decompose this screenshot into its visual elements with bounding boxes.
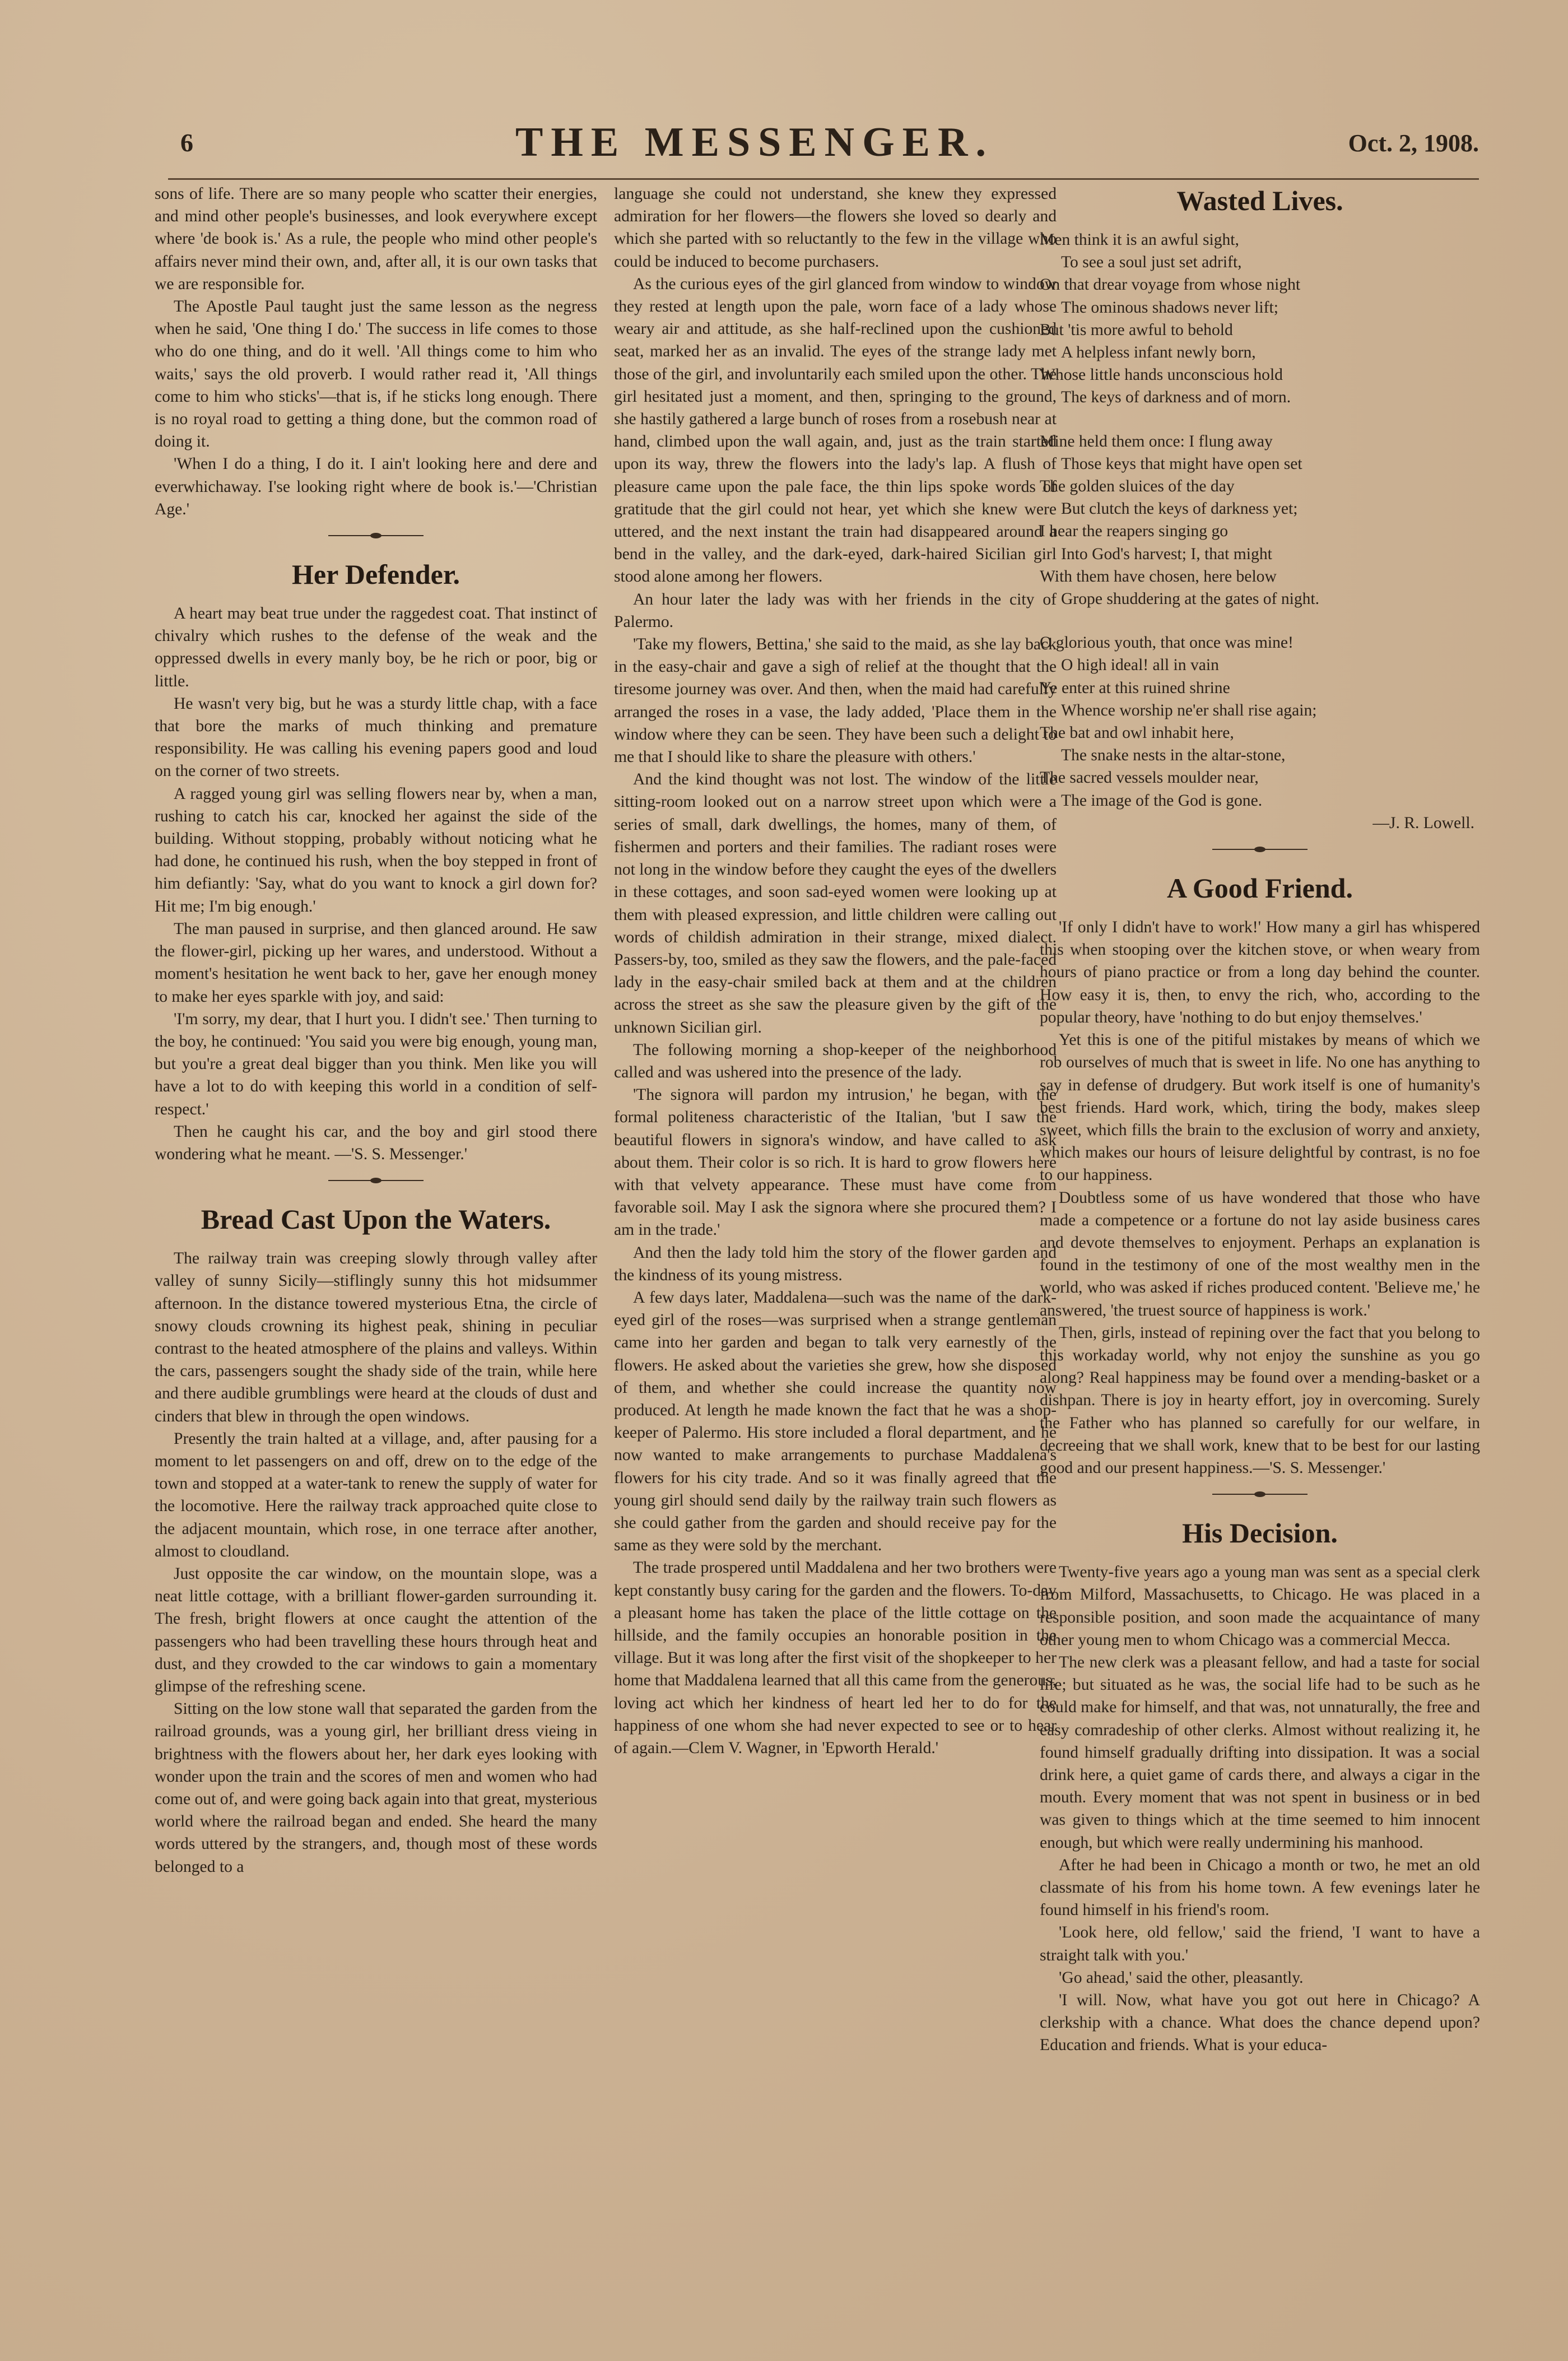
poem-line: I hear the reapers singing go <box>1040 522 1229 541</box>
poem-line: The snake nests in the altar-stone, <box>1061 746 1286 765</box>
article-paragraph: A few days later, Maddalena—such was the name of the dark-eyed girl of the roses—was surprised when a strange gentleman came into her garden and began to talk very earnestly of the flowers. He asked about the varieties she grew, how she disposed of them, and whether she could increase the quantity now produced. At length he made known the fact that he was a shop-keeper of Palermo. His store included a floral department, and he now wanted to make arrangements to purchase Maddalena's flowers for his city trade. And so it was finally agreed that the young girl should send daily by the railway train such flowers as she could gather from the garden and should receive pay for the same as they were sold by the merchant. <box>614 1288 1057 1555</box>
article-paragraph: Presently the train halted at a village, and, after pausing for a moment to let passengers on and off, drew on to the edge of the town and stopped at a water-tank to renew the supply of water for the locomotive. Here the railway track approached quite close to the adjacent mountain, which rose, in one terrace after another, almost to cloudland. <box>155 1429 597 1560</box>
article-paragraph: The trade prospered until Maddalena and her two brothers were kept constantly busy caring for the garden and the flowers. To-day a pleasant home has taken the place of the little cottage on the hillside, and the family occupies an honorable position in the village. But it was long after the first visit of the shopkeeper to her home that Maddalena learned that all this came from the generous, loving act which her kindness of heart led her to do for the happiness of one whom she had never expected to see or to hear of again.—Clem V. Wagner, in 'Epworth Herald.' <box>614 1559 1057 1758</box>
article-paragraph: 'I will. Now, what have you got out here in Chicago? A clerkship with a chance. What does the chance depend upon? Education and friends. What is your educa- <box>1040 1991 1480 2055</box>
article-paragraph: A heart may beat true under the raggedest coat. That instinct of chivalry which rushes to the defense of the weak and the oppressed dwells in every manly boy, be he rich or poor, big or little. <box>155 605 597 690</box>
poem-line: The sacred vessels moulder near, <box>1040 769 1259 787</box>
page-number: 6 <box>180 128 193 157</box>
poem-line: Ye enter at this ruined shrine <box>1040 678 1230 697</box>
article-paragraph: 'Take my flowers, Bettina,' she said to the maid, as she lay back in the easy-chair and gave a sigh of relief at the thought that the tiresome journey was over. And then, when the maid had carefully arranged the roses in a vase, the lady added, 'Place them in the window where they can be seen. They have been such a delight to me that I should like to share the pleasure with others.' <box>614 635 1057 766</box>
article-title-bread-cast: Bread Cast Upon the Waters. <box>201 1203 551 1235</box>
article-title-good-friend: A Good Friend. <box>1167 872 1353 904</box>
article-paragraph: After he had been in Chicago a month or two, he met an old classmate of his from his home town. A few evenings later he found himself in his friend's room. <box>1040 1856 1480 1920</box>
poem-line: On that drear voyage from whose night <box>1040 276 1301 294</box>
poem-line: The image of the God is gone. <box>1061 791 1263 810</box>
poem-line: Into God's harvest; I, that might <box>1061 545 1272 563</box>
poem-line: The golden sluices of the day <box>1040 477 1235 496</box>
section-divider <box>328 1177 424 1184</box>
article-paragraph: The new clerk was a pleasant fellow, and had a taste for social life; but situated as he was, the social life had to be such as he could make for himself, and that was, not unnaturally, the free and easy comradeship of other clerks. Almost without realizing it, he found himself gradually drifting into dissipation. It was a social drink here, a quiet game of cards there, and always a cigar in the mouth. Every moment that was not spent in business or in bed was given to things which at the time seemed to him innocent enough, but which were really undermining his manhood. <box>1040 1653 1480 1852</box>
poem-stanza <box>1040 631 1480 834</box>
article-paragraph: sons of life. There are so many people who scatter their energies, and mind other people's businesses, and look everywhere except where 'de book is.' As a rule, the people who mind other people's affairs never mind their own, and, after all, it is our own tasks that we are responsible for. <box>155 185 597 293</box>
article-paragraph: 'When I do a thing, I do it. I ain't looking here and dere and everwhichaway. I'se looking right where de book is.'—'Christian Age.' <box>155 455 597 518</box>
poem-line: With them have chosen, here below <box>1040 567 1277 585</box>
page-header <box>168 119 1479 173</box>
section-divider <box>328 532 424 540</box>
article-paragraph: He wasn't very big, but he was a sturdy little chap, with a face that bore the marks of much thinking and premature responsibility. He was calling his evening papers good and loud on the corner of two streets. <box>155 694 597 780</box>
masthead-title: THE MESSENGER. <box>515 119 994 165</box>
column-3 <box>1040 183 1480 2334</box>
article-paragraph: And the kind thought was not lost. The window of the little sitting-room looked out on a narrow street upon which were a series of small, dark dwellings, the homes, many of them, of fishermen and porters and their families. The radiant roses were not long in the window before they caught the eyes of the dwellers in these cottages, and soon sad-eyed women were looking up at them with pleased expression, and little children were calling out words of childish admiration in their strange, mixed dialect. Passers-by, too, smiled as they saw the flowers, and the pale-faced lady in the easy-chair smiled back at them and at the children across the street as she saw the pleasure given by the gift of the unknown Sicilian girl. <box>614 770 1057 1037</box>
article-paragraph: Then, girls, instead of repining over the fact that you belong to this workaday world, why not enjoy the sunshine as you go along? Real happiness may be found over a mending-basket or a dishpan. There is joy in hearty effort, joy in overcoming. Surely the Father who has planned so carefully for our welfare, in decreeing that we shall work, knew that to be best for our lasting good and our present happiness.—'S. S. Messenger.' <box>1040 1323 1480 1477</box>
poem-line: The keys of darkness and of morn. <box>1061 388 1291 407</box>
article-paragraph: 'Look here, old fellow,' said the friend, 'I want to have a straight talk with you.' <box>1040 1923 1480 1964</box>
article-paragraph: Just opposite the car window, on the mountain slope, was a neat little cottage, with a brilliant flower-garden surrounding it. The fresh, bright flowers at once caught the attention of the passengers who had been travelling these hours through heat and dust, and they crowded to the car windows to gain a momentary glimpse of the refreshing scene. <box>155 1564 597 1695</box>
column-1 <box>155 183 597 2334</box>
poem-line: To see a soul just set adrift, <box>1061 253 1242 272</box>
poem <box>1040 229 1480 834</box>
article-paragraph: Then he caught his car, and the boy and girl stood there wondering what he meant. —'S. S. Messenger.' <box>155 1122 597 1163</box>
poem-line: Grope shuddering at the gates of night. <box>1061 590 1320 608</box>
article-paragraph: 'I'm sorry, my dear, that I hurt you. I didn't see.' Then turning to the boy, he continued: 'You said you were big enough, young man, but you're a great deal bigger than you think. Men like you will have a lot to do with keeping this world in a condition of self-respect.' <box>155 1010 597 1118</box>
article-paragraph: 'If only I didn't have to work!' How many a girl has whispered this when stooping over the kitchen stove, or when weary from hours of piano practice or from a long day behind the counter. How easy it is, then, to envy the rich, who, according to the popular theory, have 'nothing to do but enjoy themselves.' <box>1040 918 1480 1026</box>
poem-line: The bat and owl inhabit here, <box>1040 724 1234 742</box>
header-rule <box>168 178 1479 180</box>
article-paragraph: And then the lady told him the story of the flower garden and the kindness of its young mistress. <box>614 1243 1057 1284</box>
poem-stanza <box>1040 430 1480 611</box>
article-title-wasted-lives: Wasted Lives. <box>1176 185 1343 216</box>
section-divider <box>1212 845 1308 853</box>
poem-line: The ominous shadows never lift; <box>1061 298 1278 317</box>
poem-line: But 'tis more awful to behold <box>1040 320 1233 339</box>
article-paragraph: 'Go ahead,' said the other, pleasantly. <box>1059 1968 1304 1987</box>
poem-line: Whence worship ne'er shall rise again; <box>1061 701 1317 719</box>
poem-attribution: —J. R. Lowell. <box>1372 814 1474 832</box>
article-paragraph: Twenty-five years ago a young man was sent as a special clerk from Milford, Massachusetts, to Chicago. He was placed in a responsible position, and soon made the acquaintance of many other young men to whom Chicago was a commercial Mecca. <box>1040 1563 1480 1649</box>
article-title-his-decision: His Decision. <box>1182 1517 1338 1549</box>
article-paragraph: A ragged young girl was selling flowers near by, when a man, rushing to catch his car, knocked her against the side of the building. Without stopping, probably without noticing what he had done, he continued his rush, when the boy stepped in front of him defiantly: 'Say, what do you want to knock a girl down for? Hit me; I'm big enough.' <box>155 784 597 915</box>
article-title-her-defender: Her Defender. <box>292 559 460 591</box>
article-paragraph: The man paused in surprise, and then glanced around. He saw the flower-girl, picking up her wares, and understood. Without a moment's hesitation he went back to her, gave her enough money to make her eyes sparkle with joy, and said: <box>155 919 597 1006</box>
poem-line: Whose little hands unconscious hold <box>1040 366 1283 384</box>
article-paragraph: 'The signora will pardon my intrusion,' he began, with the formal politeness characteristic of the Italian, 'but I saw the beautiful flowers in signora's window, and have called to ask about them. Their color is so rich. It is hard to grow flowers here with that velvety appearance. These must have come from favorable soil. May I ask the signora where she procured them? I am in the trade.' <box>614 1086 1057 1239</box>
article-paragraph: Sitting on the low stone wall that separated the garden from the railroad grounds, was a young girl, her brilliant dress vieing in brightness with the flowers about her, her dark eyes looking with wonder upon the train and the scores of men and women who had come out of, and were going back again into that great, mysterious world where the railroad began and ended. She heard the many words uttered by the strangers, and, though most of these words belonged to a <box>155 1700 597 1876</box>
poem-line: O high ideal! all in vain <box>1061 656 1219 675</box>
issue-date: Oct. 2, 1908. <box>1348 129 1479 157</box>
article-paragraph: Doubtless some of us have wondered that those who have made a competence or a fortune do not lay aside business cares and devote themselves to enjoyment. Perhaps an explanation is found in the testimony of one of the most wealthy men in the world, who was asked if riches produced content. 'Believe me,' he answered, 'the truest source of happiness is work.' <box>1040 1188 1480 1319</box>
poem-line: A helpless infant newly born, <box>1061 343 1256 362</box>
poem-line: Those keys that might have open set <box>1061 454 1302 473</box>
article-paragraph: The Apostle Paul taught just the same lesson as the negress when he said, 'One thing I do.' The success in life comes to those who do one thing, and do it well. 'All things come to him who waits,' says the old proverb. I would rather read it, 'All things come to him who sticks'—that is, if he sticks long enough. There is no royal road to getting a thing done, but the common road of doing it. <box>155 298 597 451</box>
article-paragraph: An hour later the lady was with her friends in the city of Palermo. <box>614 590 1057 631</box>
article-paragraph: The railway train was creeping slowly through valley after valley of sunny Sicily—stiflingly sunny this hot midsummer afternoon. In the distance towered mysterious Etna, the circle of snowy clouds crowning its highest peak, shining in peculiar contrast to the heated atmosphere of the plains and valleys. Within the cars, passengers sought the shady side of the train, while here and there audible grumblings were heard at the clouds of dust and cinders that blew in through the open windows. <box>155 1249 597 1425</box>
article-paragraph: language she could not understand, she knew they expressed admiration for her flowers—the flowers she loved so dearly and which she parted with so reluctantly to the few in the village who could be induced to become purchasers. <box>614 185 1057 271</box>
column-2 <box>614 183 1057 2334</box>
article-paragraph: Yet this is one of the pitiful mistakes by means of which we rob ourselves of much that is sweet in life. No one has anything to say in defense of drudgery. But work itself is one of humanity's best friends. Hard work, which, tiring the body, makes sleep sweet, which fills the brain to the exclusion of worry and anxiety, which makes our hours of leisure delightful by contrast, is no foe to our happiness. <box>1040 1031 1480 1184</box>
poem-line: But clutch the keys of darkness yet; <box>1061 500 1298 518</box>
section-divider <box>1212 1490 1308 1498</box>
article-paragraph: As the curious eyes of the girl glanced from window to window they rested at length upon the pale, worn face of a lady whose weary air and attitude, as she half-reclined upon the cushioned seat, marked her as an invalid. The eyes of the strange lady met those of the girl, and involuntarily each smiled upon the other. The girl hesitated just a moment, and then, springing to the ground, she hastily gathered a large bunch of roses from a rosebush near at hand, climbed upon the wall again, and, just as the train started upon its way, threw the flowers into the lady's lap. A flush of pleasure came upon the pale face, the thin lips spoke words of gratitude that the girl could not hear, yet which she knew were uttered, and the next instant the train had disappeared around a bend in the valley, and the dark-eyed, dark-haired Sicilian girl stood alone among her flowers. <box>614 275 1057 586</box>
poem-stanza <box>1040 229 1480 409</box>
article-paragraph: The following morning a shop-keeper of the neighborhood called and was ushered into the presence of the lady. <box>614 1040 1057 1081</box>
poem-line: Mine held them once: I flung away <box>1040 432 1273 450</box>
poem-line: O glorious youth, that once was mine! <box>1040 634 1294 652</box>
poem-line: Men think it is an awful sight, <box>1040 231 1239 249</box>
